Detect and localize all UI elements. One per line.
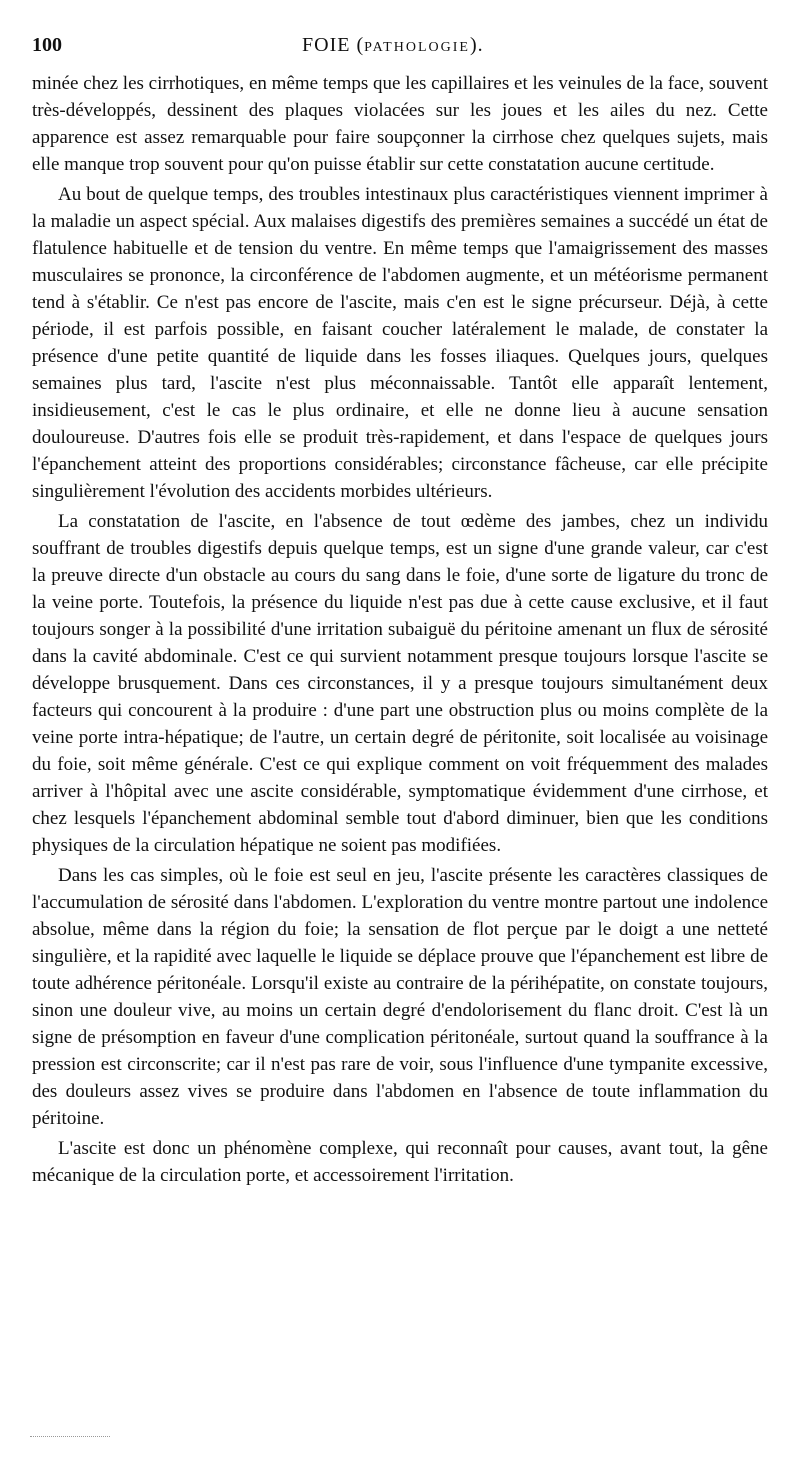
paragraph-ascites-value: La constatation de l'ascite, en l'absence de tout œdème des jambes, chez un individu souffrant de troubles digestifs depuis quelque temps, est un signe d'une grande valeur, car c'est la preuve directe d'un obstacle au cours du sang dans le foie, d'une sorte de ligature du tronc de la veine porte. Toutefois, la présence du liquide n'est pas due à cette cause exclusive, et il faut toujours songer à la possibilité d'une irritation subaiguë du péritoine amenant un flux de sérosité dans la cavité abdominale. C'est ce qui survient notamment presque toujours lorsque l'ascite se développe brusquement. Dans ces circonstances, il y a presque toujours simultanément deux facteurs qui concourent à la produire : d'une part une obstruction plus ou moins complète de la veine porte intra-hépatique; de l'autre, un certain degré de péritonite, soit localisée au voisinage du foie, soit même générale. C'est ce qui explique comment on voit fréquemment des malades arriver à l'hôpital avec une ascite considérable, symptomatique évidemment d'une cirrhose, et chez lesquels l'épanchement abdominal semble tout d'abord diminuer, bien que les conditions physiques de la circulation hépatique ne soient pas modifiées. [32,511,768,856]
footer-mark [30,1436,110,1439]
paragraph-intestinal-troubles: Au bout de quelque temps, des troubles intestinaux plus caractéristiques viennent imprimer à la maladie un aspect spécial. Aux malaises digestifs des premières semaines a succédé un état de flatulence habituelle et de tension du ventre. En même temps que l'amaigrissement des masses musculaires se prononce, la circonférence de l'abdomen augmente, et un météorisme permanent tend à s'établir. Ce n'est pas encore de l'ascite, mais c'en est le signe précurseur. Déjà, à cette période, il est parfois possible, en faisant coucher latéralement le malade, de constater la présence d'une petite quantité de liquide dans les fosses iliaques. Quelques jours, quelques semaines plus tard, l'ascite n'est plus méconnaissable. Tantôt elle apparaît lentement, insidieusement, c'est le cas le plus ordinaire, et elle ne donne lieu à aucune sensation douloureuse. D'autres fois elle se produit très-rapidement, et dans l'espace de quelques jours l'épanchement atteint des proportions considérables; circonstance fâcheuse, car elle précipite singulièrement l'évolution des accidents morbides ultérieurs. [32,184,768,502]
running-title-smallcaps: PATHOLOGIE [364,40,470,55]
running-title [302,30,484,63]
page-number: 100 [32,34,62,56]
body-text [32,70,768,1189]
paragraph-conclusion: L'ascite est donc un phénomène complexe, qui reconnaît pour causes, avant tout, la gêne mécanique de la circulation porte, et accessoirement l'irritation. [32,1138,768,1186]
running-head [32,30,768,60]
paragraph-continuation: minée chez les cirrhotiques, en même temps que les capillaires et les veinules de la face, souvent très-développés, dessinent des plaques violacées sur les joues et les ailes du nez. Cette apparence est assez remarquable pour faire soupçonner la cirrhose chez quelques sujets, mais elle manque trop souvent pour qu'on puisse établir sur cette constatation aucune certitude. [32,73,768,175]
running-title-end: ). [469,34,484,56]
running-title-main: FOIE ( [302,34,365,56]
paragraph-simple-cases: Dans les cas simples, où le foie est seul en jeu, l'ascite présente les caractères classiques de l'accumulation de sérosité dans l'abdomen. L'exploration du ventre montre partout une indolence absolue, même dans la région du foie; la sensation de flot perçue par le doigt a une netteté singulière, et la rapidité avec laquelle le liquide se déplace prouve que l'épanchement est libre de toute adhérence péritonéale. Lorsqu'il existe au contraire de la périhépatite, on constate toujours, sinon une douleur vive, au moins un certain degré d'endolorisement du flanc droit. C'est là un signe de présomption en faveur d'une complication péritonéale, surtout quand la souffrance à la pression est circonscrite; car il n'est pas rare de voir, sous l'influence d'une tympanite excessive, des douleurs assez vives se produire dans l'abdomen en l'absence de toute inflammation du péritoine. [32,865,768,1129]
